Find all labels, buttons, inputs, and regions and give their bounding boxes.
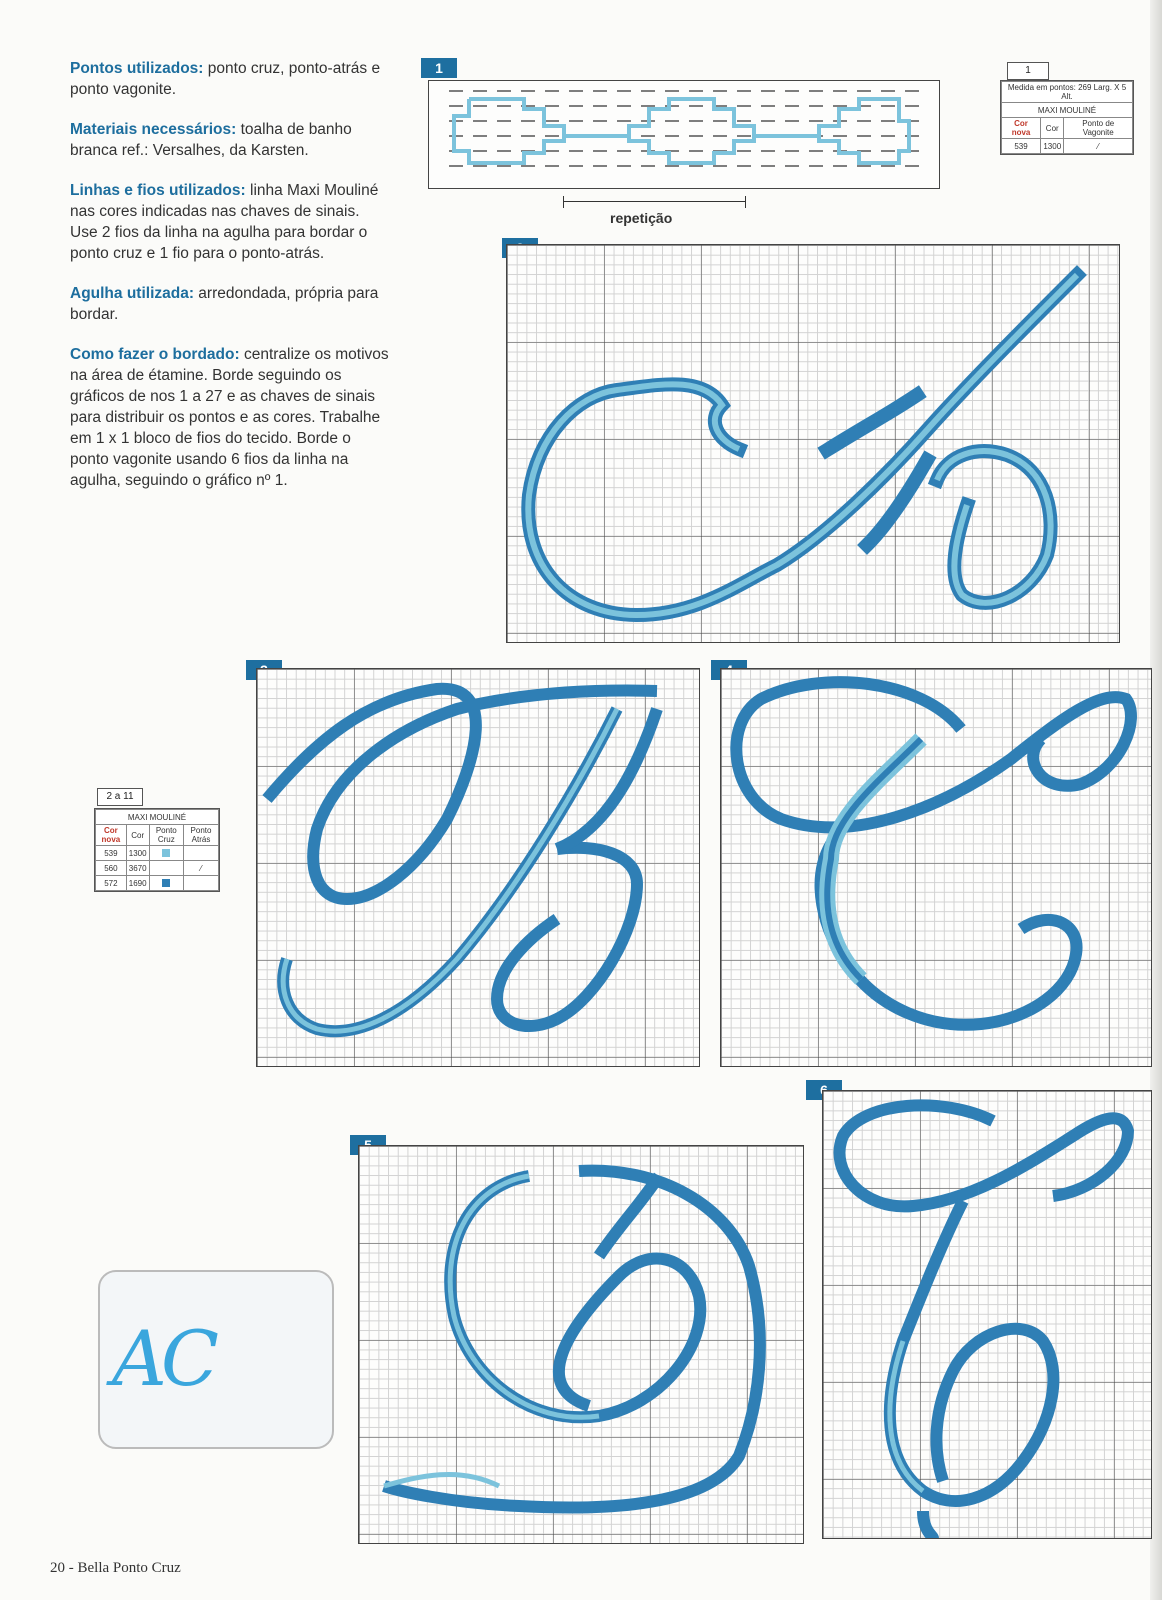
- key-1-col-vag: Ponto de Vagonite: [1064, 118, 1133, 139]
- dark-blue-swatch: [162, 879, 170, 887]
- key-2: [94, 808, 220, 892]
- key-2-row: 539 1300: [96, 846, 219, 861]
- chart-3-grid: [256, 668, 700, 1067]
- instructions: [70, 58, 390, 510]
- key-1-col-new: Cor nova: [1002, 118, 1041, 139]
- photo-monogram: AC: [112, 1314, 214, 1403]
- chart-6-grid: [822, 1090, 1152, 1539]
- backstitch-symbol: ⁄: [183, 861, 218, 876]
- repeat-ruler: [563, 196, 746, 208]
- chart-1-border: [428, 80, 940, 189]
- chart-5-grid: [358, 1145, 804, 1544]
- key-1-measure: Medida em pontos: 269 Larg. X 5 Alt.: [1002, 82, 1133, 103]
- key-1-row-cor: 1300: [1041, 139, 1064, 154]
- key-1-vagonite-symbol: ⁄: [1064, 139, 1133, 154]
- instruction-needle: Agulha utilizada: arredondada, própria para bordar.: [70, 285, 379, 323]
- key-1-number: 1: [1007, 62, 1049, 80]
- key-2-number: 2 a 11: [97, 788, 143, 806]
- repeat-label: repetição: [610, 210, 673, 226]
- light-blue-swatch: [162, 849, 170, 857]
- chart-6-monogram: [823, 1091, 1151, 1538]
- instruction-threads: Linhas e fios utilizados: linha Maxi Mouliné nas cores indicadas nas chaves de sinais. Use 2 fios da linha na agulha para bordar o ponto cruz e 1 fio para o ponto-atrás.: [70, 182, 379, 262]
- instruction-stitches: Pontos utilizados: ponto cruz, ponto-atrás e ponto vagonite.: [70, 60, 381, 98]
- chart-5-monogram: [359, 1146, 803, 1543]
- page-footer: 20 - Bella Ponto Cruz: [50, 1560, 181, 1576]
- instruction-materials: Materiais necessários: toalha de banho branca ref.: Versalhes, da Karsten.: [70, 121, 352, 159]
- key-2-col-new: Cor nova: [96, 825, 127, 846]
- key-1: [1000, 80, 1134, 155]
- key-2-brand: MAXI MOULINÉ: [96, 810, 219, 825]
- chart-2-grid: [506, 244, 1120, 643]
- key-1-col-cor: Cor: [1041, 118, 1064, 139]
- chart-number-1: 1: [421, 58, 457, 78]
- chart-4-monogram: [721, 669, 1151, 1066]
- key-2-col-atras: Ponto Atrás: [183, 825, 218, 846]
- instruction-how-to: Como fazer o bordado: centralize os motivos na área de étamine. Borde seguindo os gráficos de nos 1 a 27 e as chaves de sinais para distribuir os pontos e as cores. Trabalhe em 1 x 1 bloco de fios do tecido. Borde o ponto vagonite usando 6 fios da linha na agulha, seguindo o gráfico nº 1.: [70, 346, 389, 489]
- chart-2-monogram: [507, 245, 1119, 642]
- key-2-row: 560 3670 ⁄: [96, 861, 219, 876]
- finished-embroidery-photo: [98, 1270, 334, 1449]
- key-2-row: 572 1690: [96, 876, 219, 891]
- chart-3-monogram: [257, 669, 699, 1066]
- key-2-col-cor: Cor: [126, 825, 149, 846]
- key-2-col-cruz: Ponto Cruz: [149, 825, 183, 846]
- chart-4-grid: [720, 668, 1152, 1067]
- key-1-row-new: 539: [1002, 139, 1041, 154]
- vagonite-pattern: [429, 81, 939, 188]
- key-1-brand: MAXI MOULINÉ: [1002, 103, 1133, 118]
